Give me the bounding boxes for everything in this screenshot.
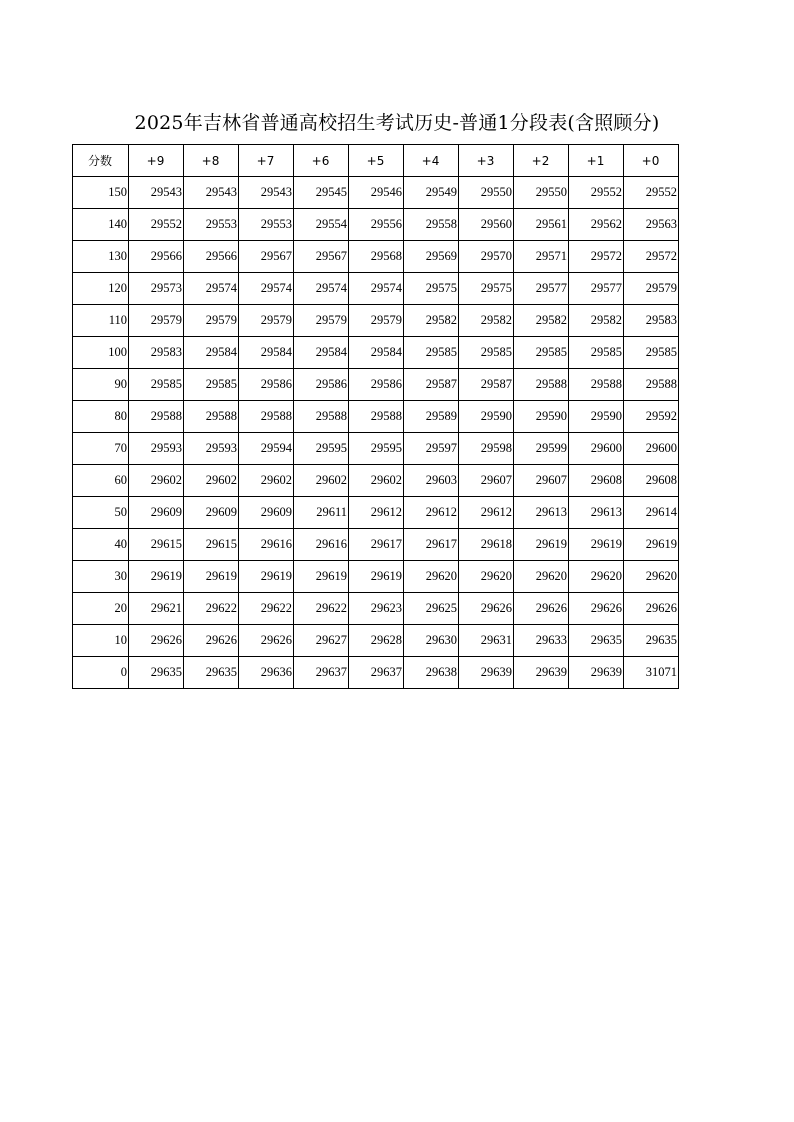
cumulative-count-cell: 29543 <box>239 177 294 209</box>
cumulative-count-cell: 29560 <box>459 209 514 241</box>
cumulative-count-cell: 29549 <box>404 177 459 209</box>
cumulative-count-cell: 29609 <box>239 497 294 529</box>
cumulative-count-cell: 29588 <box>514 369 569 401</box>
cumulative-count-cell: 29585 <box>129 369 184 401</box>
cumulative-count-cell: 29583 <box>129 337 184 369</box>
score-base-cell: 70 <box>73 433 129 465</box>
cumulative-count-cell: 29626 <box>569 593 624 625</box>
cumulative-count-cell: 29579 <box>294 305 349 337</box>
cumulative-count-cell: 29617 <box>404 529 459 561</box>
cumulative-count-cell: 29543 <box>184 177 239 209</box>
cumulative-count-cell: 29630 <box>404 625 459 657</box>
cumulative-count-cell: 29625 <box>404 593 459 625</box>
cumulative-count-cell: 29587 <box>459 369 514 401</box>
score-base-cell: 140 <box>73 209 129 241</box>
cumulative-count-cell: 29552 <box>569 177 624 209</box>
cumulative-count-cell: 29635 <box>569 625 624 657</box>
column-header-offset: +2 <box>514 145 569 177</box>
cumulative-count-cell: 29621 <box>129 593 184 625</box>
cumulative-count-cell: 29620 <box>404 561 459 593</box>
column-header-score: 分数 <box>73 145 129 177</box>
cumulative-count-cell: 29566 <box>129 241 184 273</box>
cumulative-count-cell: 29568 <box>349 241 404 273</box>
cumulative-count-cell: 29608 <box>624 465 679 497</box>
cumulative-count-cell: 29570 <box>459 241 514 273</box>
cumulative-count-cell: 29587 <box>404 369 459 401</box>
cumulative-count-cell: 29599 <box>514 433 569 465</box>
cumulative-count-cell: 29579 <box>349 305 404 337</box>
cumulative-count-cell: 29635 <box>129 657 184 689</box>
table-row <box>73 209 679 241</box>
cumulative-count-cell: 29626 <box>514 593 569 625</box>
cumulative-count-cell: 29588 <box>129 401 184 433</box>
cumulative-count-cell: 29550 <box>514 177 569 209</box>
cumulative-count-cell: 29608 <box>569 465 624 497</box>
cumulative-count-cell: 29572 <box>569 241 624 273</box>
cumulative-count-cell: 29612 <box>349 497 404 529</box>
cumulative-count-cell: 29569 <box>404 241 459 273</box>
cumulative-count-cell: 29639 <box>514 657 569 689</box>
cumulative-count-cell: 29626 <box>129 625 184 657</box>
cumulative-count-cell: 29577 <box>569 273 624 305</box>
cumulative-count-cell: 29567 <box>239 241 294 273</box>
column-header-offset: +5 <box>349 145 404 177</box>
cumulative-count-cell: 29546 <box>349 177 404 209</box>
score-base-cell: 60 <box>73 465 129 497</box>
score-base-cell: 130 <box>73 241 129 273</box>
cumulative-count-cell: 29590 <box>569 401 624 433</box>
column-header-offset: +7 <box>239 145 294 177</box>
cumulative-count-cell: 29609 <box>129 497 184 529</box>
score-base-cell: 20 <box>73 593 129 625</box>
cumulative-count-cell: 29612 <box>459 497 514 529</box>
column-header-offset: +0 <box>624 145 679 177</box>
cumulative-count-cell: 29579 <box>129 305 184 337</box>
cumulative-count-cell: 29602 <box>129 465 184 497</box>
cumulative-count-cell: 29622 <box>239 593 294 625</box>
cumulative-count-cell: 29636 <box>239 657 294 689</box>
cumulative-count-cell: 29574 <box>184 273 239 305</box>
cumulative-count-cell: 29592 <box>624 401 679 433</box>
cumulative-count-cell: 29584 <box>239 337 294 369</box>
table-header-row <box>73 145 679 177</box>
cumulative-count-cell: 29586 <box>294 369 349 401</box>
cumulative-count-cell: 29572 <box>624 241 679 273</box>
score-base-cell: 80 <box>73 401 129 433</box>
cumulative-count-cell: 29619 <box>294 561 349 593</box>
cumulative-count-cell: 29552 <box>624 177 679 209</box>
cumulative-count-cell: 29593 <box>184 433 239 465</box>
cumulative-count-cell: 29635 <box>624 625 679 657</box>
cumulative-count-cell: 29573 <box>129 273 184 305</box>
cumulative-count-cell: 29585 <box>184 369 239 401</box>
score-base-cell: 40 <box>73 529 129 561</box>
table-row <box>73 177 679 209</box>
cumulative-count-cell: 29595 <box>294 433 349 465</box>
cumulative-count-cell: 29622 <box>294 593 349 625</box>
cumulative-count-cell: 29615 <box>184 529 239 561</box>
score-base-cell: 10 <box>73 625 129 657</box>
table-row <box>73 305 679 337</box>
cumulative-count-cell: 29579 <box>239 305 294 337</box>
cumulative-count-cell: 29585 <box>459 337 514 369</box>
cumulative-count-cell: 29638 <box>404 657 459 689</box>
cumulative-count-cell: 29617 <box>349 529 404 561</box>
cumulative-count-cell: 29613 <box>569 497 624 529</box>
cumulative-count-cell: 29567 <box>294 241 349 273</box>
cumulative-count-cell: 29619 <box>624 529 679 561</box>
cumulative-count-cell: 29593 <box>129 433 184 465</box>
cumulative-count-cell: 29571 <box>514 241 569 273</box>
cumulative-count-cell: 29619 <box>184 561 239 593</box>
cumulative-count-cell: 29637 <box>349 657 404 689</box>
cumulative-count-cell: 29582 <box>569 305 624 337</box>
cumulative-count-cell: 29626 <box>239 625 294 657</box>
score-base-cell: 120 <box>73 273 129 305</box>
cumulative-count-cell: 29597 <box>404 433 459 465</box>
column-header-offset: +9 <box>129 145 184 177</box>
cumulative-count-cell: 29588 <box>349 401 404 433</box>
cumulative-count-cell: 29600 <box>569 433 624 465</box>
score-distribution-table <box>72 144 679 689</box>
column-header-offset: +8 <box>184 145 239 177</box>
table-row <box>73 369 679 401</box>
table-row <box>73 529 679 561</box>
cumulative-count-cell: 29552 <box>129 209 184 241</box>
cumulative-count-cell: 29616 <box>239 529 294 561</box>
cumulative-count-cell: 31071 <box>624 657 679 689</box>
cumulative-count-cell: 29628 <box>349 625 404 657</box>
cumulative-count-cell: 29619 <box>129 561 184 593</box>
cumulative-count-cell: 29623 <box>349 593 404 625</box>
cumulative-count-cell: 29588 <box>569 369 624 401</box>
cumulative-count-cell: 29602 <box>294 465 349 497</box>
cumulative-count-cell: 29602 <box>349 465 404 497</box>
cumulative-count-cell: 29553 <box>184 209 239 241</box>
cumulative-count-cell: 29619 <box>349 561 404 593</box>
cumulative-count-cell: 29598 <box>459 433 514 465</box>
cumulative-count-cell: 29545 <box>294 177 349 209</box>
cumulative-count-cell: 29543 <box>129 177 184 209</box>
cumulative-count-cell: 29582 <box>514 305 569 337</box>
cumulative-count-cell: 29582 <box>404 305 459 337</box>
table-row <box>73 497 679 529</box>
cumulative-count-cell: 29588 <box>624 369 679 401</box>
cumulative-count-cell: 29626 <box>184 625 239 657</box>
cumulative-count-cell: 29613 <box>514 497 569 529</box>
cumulative-count-cell: 29595 <box>349 433 404 465</box>
cumulative-count-cell: 29575 <box>404 273 459 305</box>
score-base-cell: 90 <box>73 369 129 401</box>
cumulative-count-cell: 29626 <box>459 593 514 625</box>
cumulative-count-cell: 29590 <box>459 401 514 433</box>
cumulative-count-cell: 29594 <box>239 433 294 465</box>
cumulative-count-cell: 29637 <box>294 657 349 689</box>
column-header-offset: +1 <box>569 145 624 177</box>
cumulative-count-cell: 29579 <box>184 305 239 337</box>
cumulative-count-cell: 29588 <box>184 401 239 433</box>
score-base-cell: 50 <box>73 497 129 529</box>
cumulative-count-cell: 29619 <box>239 561 294 593</box>
cumulative-count-cell: 29558 <box>404 209 459 241</box>
cumulative-count-cell: 29590 <box>514 401 569 433</box>
cumulative-count-cell: 29619 <box>569 529 624 561</box>
cumulative-count-cell: 29566 <box>184 241 239 273</box>
cumulative-count-cell: 29556 <box>349 209 404 241</box>
cumulative-count-cell: 29574 <box>239 273 294 305</box>
cumulative-count-cell: 29550 <box>459 177 514 209</box>
cumulative-count-cell: 29600 <box>624 433 679 465</box>
cumulative-count-cell: 29612 <box>404 497 459 529</box>
cumulative-count-cell: 29584 <box>294 337 349 369</box>
cumulative-count-cell: 29586 <box>349 369 404 401</box>
cumulative-count-cell: 29609 <box>184 497 239 529</box>
column-header-offset: +6 <box>294 145 349 177</box>
cumulative-count-cell: 29585 <box>514 337 569 369</box>
cumulative-count-cell: 29639 <box>459 657 514 689</box>
cumulative-count-cell: 29622 <box>184 593 239 625</box>
table-row <box>73 593 679 625</box>
table-row <box>73 401 679 433</box>
cumulative-count-cell: 29615 <box>129 529 184 561</box>
cumulative-count-cell: 29586 <box>239 369 294 401</box>
cumulative-count-cell: 29616 <box>294 529 349 561</box>
cumulative-count-cell: 29582 <box>459 305 514 337</box>
page-title: 2025年吉林省普通高校招生考试历史-普通1分段表(含照顾分) <box>134 112 660 134</box>
cumulative-count-cell: 29618 <box>459 529 514 561</box>
cumulative-count-cell: 29585 <box>569 337 624 369</box>
cumulative-count-cell: 29562 <box>569 209 624 241</box>
column-header-offset: +4 <box>404 145 459 177</box>
cumulative-count-cell: 29620 <box>569 561 624 593</box>
table-body <box>73 177 679 689</box>
cumulative-count-cell: 29584 <box>349 337 404 369</box>
cumulative-count-cell: 29575 <box>459 273 514 305</box>
cumulative-count-cell: 29619 <box>514 529 569 561</box>
table-row <box>73 657 679 689</box>
cumulative-count-cell: 29589 <box>404 401 459 433</box>
cumulative-count-cell: 29554 <box>294 209 349 241</box>
cumulative-count-cell: 29588 <box>239 401 294 433</box>
score-base-cell: 30 <box>73 561 129 593</box>
column-header-offset: +3 <box>459 145 514 177</box>
cumulative-count-cell: 29585 <box>624 337 679 369</box>
table-row <box>73 465 679 497</box>
score-base-cell: 150 <box>73 177 129 209</box>
cumulative-count-cell: 29584 <box>184 337 239 369</box>
table-row <box>73 241 679 273</box>
table-row <box>73 433 679 465</box>
cumulative-count-cell: 29561 <box>514 209 569 241</box>
cumulative-count-cell: 29583 <box>624 305 679 337</box>
cumulative-count-cell: 29574 <box>349 273 404 305</box>
table-row <box>73 273 679 305</box>
cumulative-count-cell: 29614 <box>624 497 679 529</box>
score-base-cell: 0 <box>73 657 129 689</box>
cumulative-count-cell: 29607 <box>514 465 569 497</box>
cumulative-count-cell: 29620 <box>459 561 514 593</box>
cumulative-count-cell: 29607 <box>459 465 514 497</box>
cumulative-count-cell: 29577 <box>514 273 569 305</box>
cumulative-count-cell: 29602 <box>239 465 294 497</box>
cumulative-count-cell: 29620 <box>624 561 679 593</box>
cumulative-count-cell: 29626 <box>624 593 679 625</box>
cumulative-count-cell: 29553 <box>239 209 294 241</box>
score-base-cell: 100 <box>73 337 129 369</box>
cumulative-count-cell: 29602 <box>184 465 239 497</box>
cumulative-count-cell: 29633 <box>514 625 569 657</box>
cumulative-count-cell: 29563 <box>624 209 679 241</box>
cumulative-count-cell: 29588 <box>294 401 349 433</box>
cumulative-count-cell: 29579 <box>624 273 679 305</box>
cumulative-count-cell: 29603 <box>404 465 459 497</box>
cumulative-count-cell: 29574 <box>294 273 349 305</box>
table-row <box>73 337 679 369</box>
score-base-cell: 110 <box>73 305 129 337</box>
cumulative-count-cell: 29611 <box>294 497 349 529</box>
cumulative-count-cell: 29635 <box>184 657 239 689</box>
cumulative-count-cell: 29631 <box>459 625 514 657</box>
cumulative-count-cell: 29620 <box>514 561 569 593</box>
table-row <box>73 625 679 657</box>
table-row <box>73 561 679 593</box>
cumulative-count-cell: 29585 <box>404 337 459 369</box>
cumulative-count-cell: 29639 <box>569 657 624 689</box>
cumulative-count-cell: 29627 <box>294 625 349 657</box>
